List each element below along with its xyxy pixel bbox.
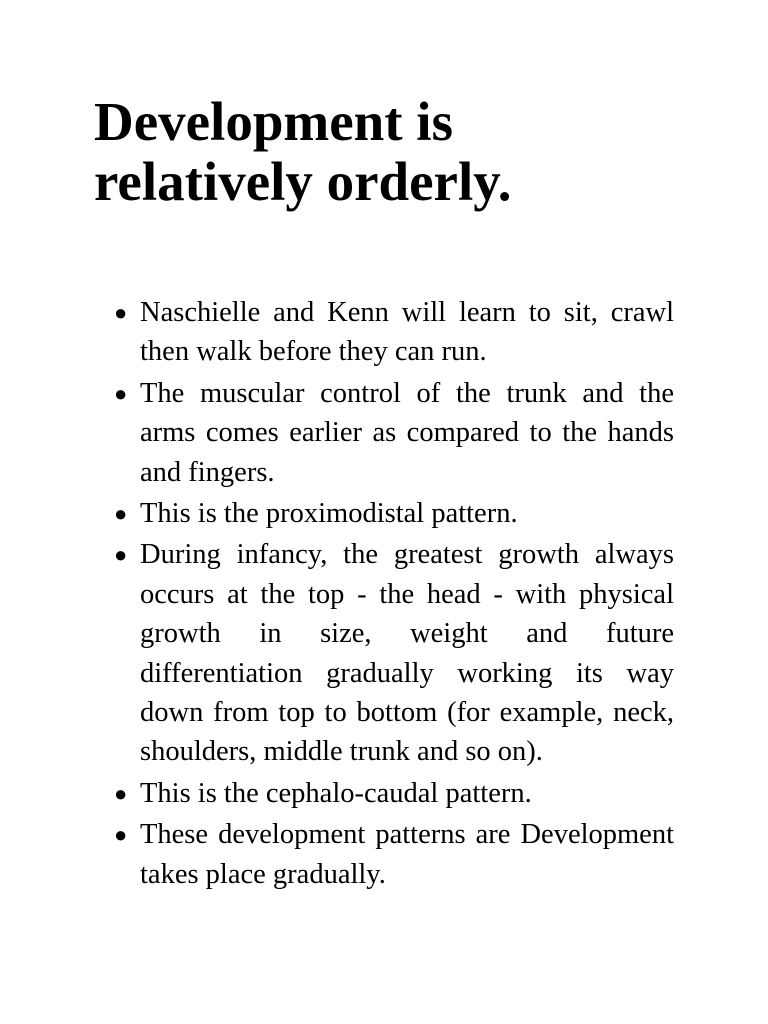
bullet-text: During infancy, the greatest growth always occurs at the top - the head - with physical growth in size, weight and future differentiation gradually working its way down from top to bottom (for example, neck, shoulders, middle trunk and so on). bbox=[140, 539, 674, 768]
title-line-2: relatively orderly. bbox=[94, 151, 512, 212]
bullet-dot-icon: ● bbox=[114, 542, 128, 568]
bullet-text: This is the cephalo-caudal pattern. bbox=[140, 777, 532, 809]
bullet-dot-icon: ● bbox=[114, 300, 128, 325]
page-title bbox=[94, 92, 694, 212]
list-item bbox=[114, 774, 674, 813]
bullet-dot-icon: ● bbox=[114, 501, 128, 527]
bullet-dot-icon: ● bbox=[114, 380, 128, 406]
list-item bbox=[114, 535, 674, 771]
bullet-text: This is the proximodistal pattern. bbox=[140, 498, 518, 530]
list-item bbox=[114, 374, 674, 492]
bullet-text: Naschielle and Kenn will learn to sit, crawl then walk before they can run. bbox=[140, 297, 674, 368]
bullet-dot-icon: ● bbox=[114, 780, 128, 806]
list-item bbox=[114, 494, 674, 533]
bullet-text: The muscular control of the trunk and the arms comes earlier as compared to the hands and fingers. bbox=[140, 377, 674, 488]
list-item bbox=[114, 815, 674, 894]
bullet-list bbox=[114, 293, 674, 896]
bullet-dot-icon: ● bbox=[114, 822, 128, 848]
title-line-1: Development is bbox=[94, 91, 453, 152]
bullet-text: These development patterns are Development takes place gradually. bbox=[140, 819, 674, 890]
list-item bbox=[114, 293, 674, 372]
